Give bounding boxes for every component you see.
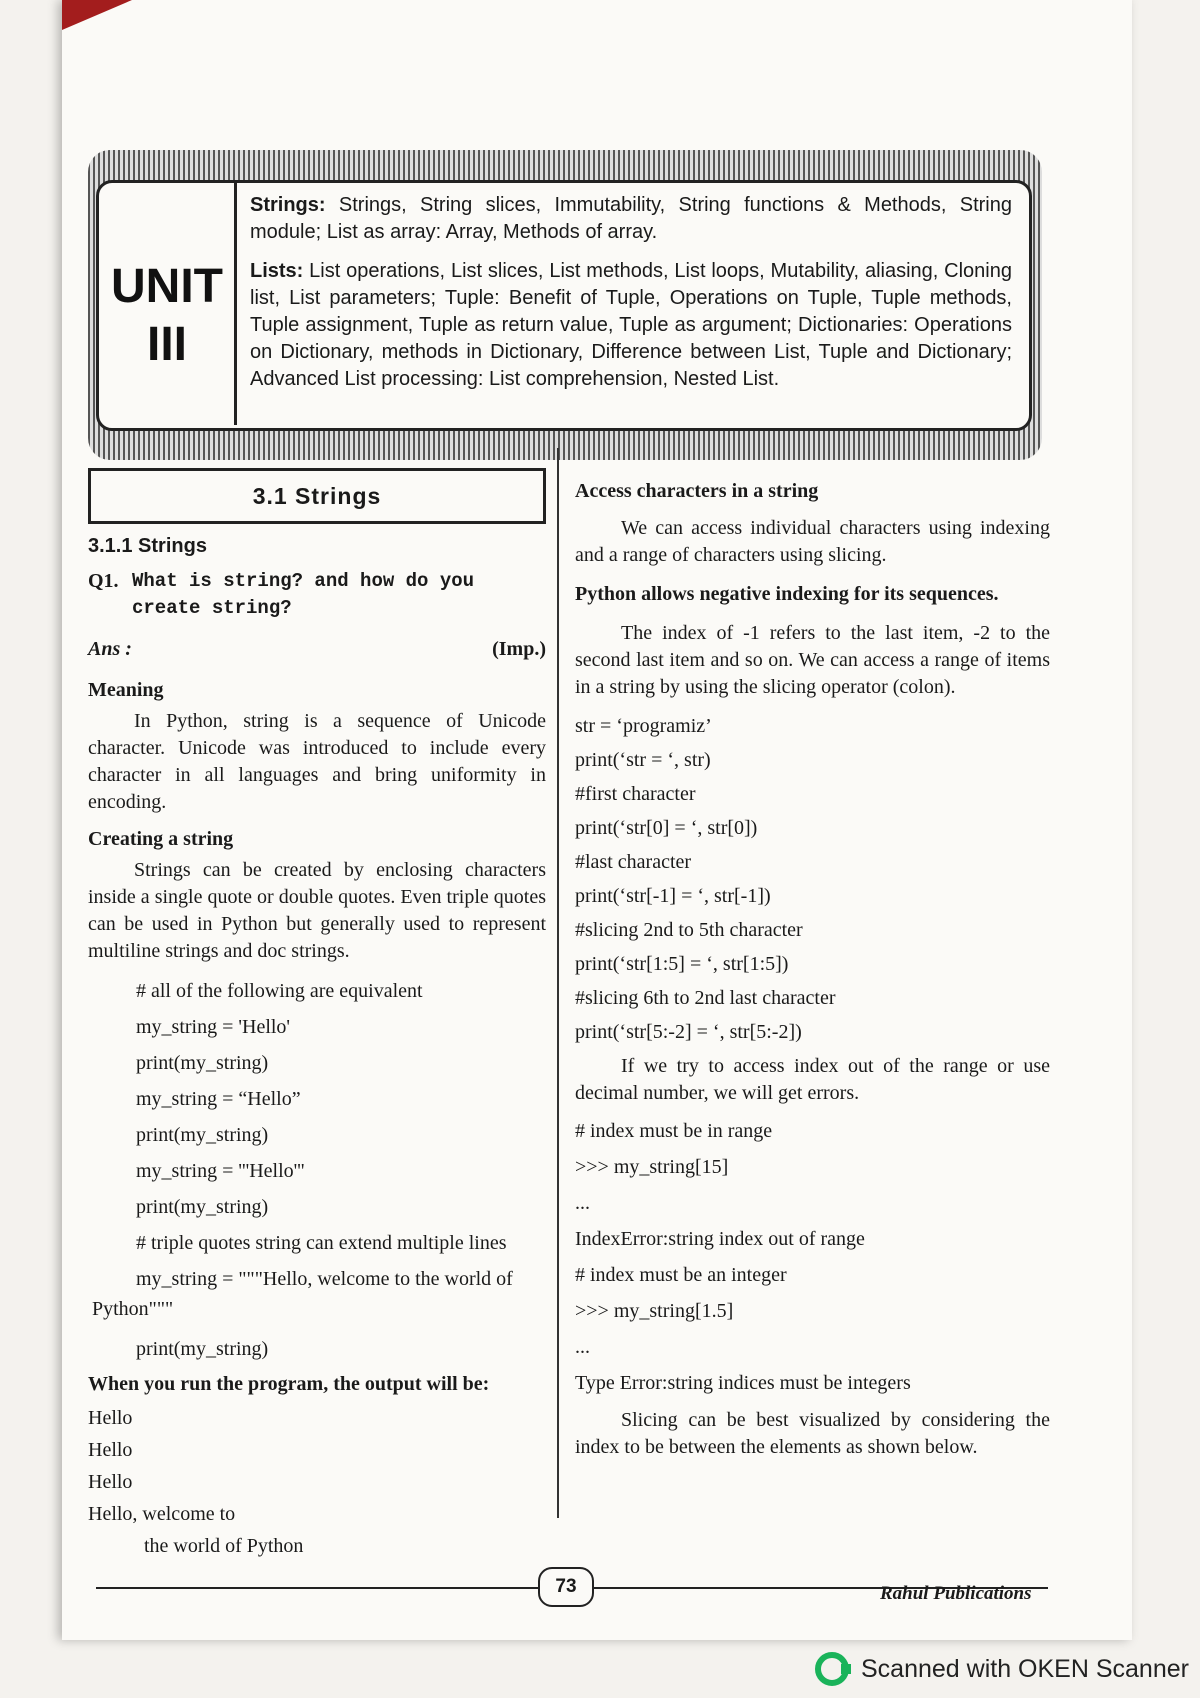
code-line: my_string = 'Hello' — [136, 1016, 291, 1038]
question-number: Q1. — [88, 570, 119, 592]
code-line: print(my_string) — [136, 1338, 269, 1360]
question-text: What is string? and how do you create string? — [132, 570, 475, 619]
question — [88, 568, 546, 622]
code-line: # index must be in range — [575, 1120, 773, 1142]
code-line: IndexError:string index out of range — [575, 1228, 865, 1250]
code-continuation: Python""" — [92, 1298, 174, 1320]
output-block — [88, 1402, 546, 1530]
output-line: the world of Python — [144, 1535, 304, 1557]
code-line: print(‘str = ‘, str) — [575, 749, 711, 771]
code-line: #last character — [575, 851, 692, 873]
subsection-title: 3.1.1 Strings — [88, 535, 207, 557]
answer-label: Ans : — [88, 638, 132, 660]
section-title: 3.1 Strings — [88, 468, 546, 524]
answer-row — [88, 636, 546, 663]
code-line: #slicing 6th to 2nd last character — [575, 987, 836, 1009]
code-line: >>> my_string[1.5] — [575, 1300, 734, 1322]
code-line: # triple quotes string can extend multiple lines — [136, 1232, 507, 1254]
code-block-access — [575, 709, 1050, 1049]
syllabus-lists-head: Lists: — [250, 260, 304, 282]
access-text: We can access individual characters using indexing and a range of characters using slicing. — [575, 517, 1050, 566]
unit-divider — [234, 180, 237, 425]
meaning-text: In Python, string is a sequence of Unicode character. Unicode was introduced to include every character in all languages and bring uniformity in encoding. — [88, 710, 546, 813]
code-block-errors — [575, 1113, 1050, 1401]
slicing-text: Slicing can be best visualized by considering the index to be between the elements as shown below. — [575, 1409, 1050, 1458]
scanner-watermark — [815, 1652, 1189, 1686]
code-line: print(my_string) — [136, 1124, 269, 1146]
code-line: #first character — [575, 783, 696, 805]
code-line: print(‘str[-1] = ‘, str[-1]) — [575, 885, 771, 907]
unit-label-number: III — [146, 318, 187, 371]
syllabus-strings-text: Strings, String slices, Immutability, String functions & Methods, String module; List as array: Array, Methods of array. — [250, 194, 1012, 243]
code-line: print(my_string) — [136, 1196, 269, 1218]
negative-index-heading: Python allows negative indexing for its sequences. — [575, 583, 999, 605]
error-text: If we try to access index out of the range or use decimal number, we will get errors. — [575, 1055, 1050, 1104]
right-column — [575, 478, 1050, 1461]
code-line: my_string = “Hello” — [136, 1088, 301, 1110]
code-line: ... — [575, 1192, 590, 1214]
footer-rule-left — [96, 1587, 538, 1589]
unit-label — [106, 258, 228, 374]
output-heading: When you run the program, the output will be: — [88, 1373, 490, 1395]
page-number: 73 — [538, 1567, 594, 1607]
code-line: print(my_string) — [136, 1052, 269, 1074]
publisher: Rahul Publications — [880, 1583, 1032, 1604]
access-heading: Access characters in a string — [575, 480, 819, 502]
meaning-heading: Meaning — [88, 679, 164, 701]
code-line: #slicing 2nd to 5th character — [575, 919, 803, 941]
output-line: Hello, welcome to — [88, 1503, 236, 1525]
scanner-logo-icon — [815, 1652, 849, 1686]
negative-index-text: The index of -1 refers to the last item, -2 to the second last item and so on. We can access a range of items in a string by using the slicing operator (colon). — [575, 622, 1050, 698]
code-block — [88, 973, 546, 1297]
code-line: str = ‘programiz’ — [575, 715, 712, 737]
code-line: print(‘str[5:-2] = ‘, str[5:-2]) — [575, 1021, 802, 1043]
unit-label-word: UNIT — [111, 260, 223, 313]
syllabus-strings — [250, 192, 1012, 246]
syllabus-lists — [250, 258, 1012, 393]
code-line: my_string = '''Hello''' — [136, 1160, 305, 1182]
scanner-text: Scanned with OKEN Scanner — [861, 1654, 1189, 1683]
unit-syllabus — [250, 192, 1012, 405]
left-column — [88, 533, 546, 1562]
importance-tag: (Imp.) — [492, 638, 546, 660]
syllabus-strings-head: Strings: — [250, 194, 326, 216]
output-line: Hello — [88, 1407, 133, 1429]
creating-text: Strings can be created by enclosing characters inside a single quote or double quotes. Even triple quotes can be used in Python but generally used to represent multiline strings and doc strings. — [88, 859, 546, 962]
code-line: # index must be an integer — [575, 1264, 787, 1286]
code-line: print(‘str[0] = ‘, str[0]) — [575, 817, 758, 839]
output-line: Hello — [88, 1439, 133, 1461]
code-line: ... — [575, 1336, 590, 1358]
column-divider — [557, 448, 559, 1518]
code-line: # all of the following are equivalent — [136, 980, 423, 1002]
code-line: Type Error:string indices must be integers — [575, 1372, 911, 1394]
creating-heading: Creating a string — [88, 828, 234, 850]
code-line: print(‘str[1:5] = ‘, str[1:5]) — [575, 953, 789, 975]
code-line: >>> my_string[15] — [575, 1156, 729, 1178]
code-line: my_string = """Hello, welcome to the world of — [136, 1268, 513, 1290]
syllabus-lists-text: List operations, List slices, List methods, List loops, Mutability, aliasing, Cloning list, List parameters; Tuple: Benefit of Tuple, Operations on Tuple, Tuple methods, Tuple assignment, Tuple as return value, Tuple as argument; Dictionaries: Operations on Dictionary, methods in Dictionary, Difference between List, Tuple and Dictionary; Advanced List processing: List comprehension, Nested List. — [250, 260, 1012, 390]
output-line: Hello — [88, 1471, 133, 1493]
